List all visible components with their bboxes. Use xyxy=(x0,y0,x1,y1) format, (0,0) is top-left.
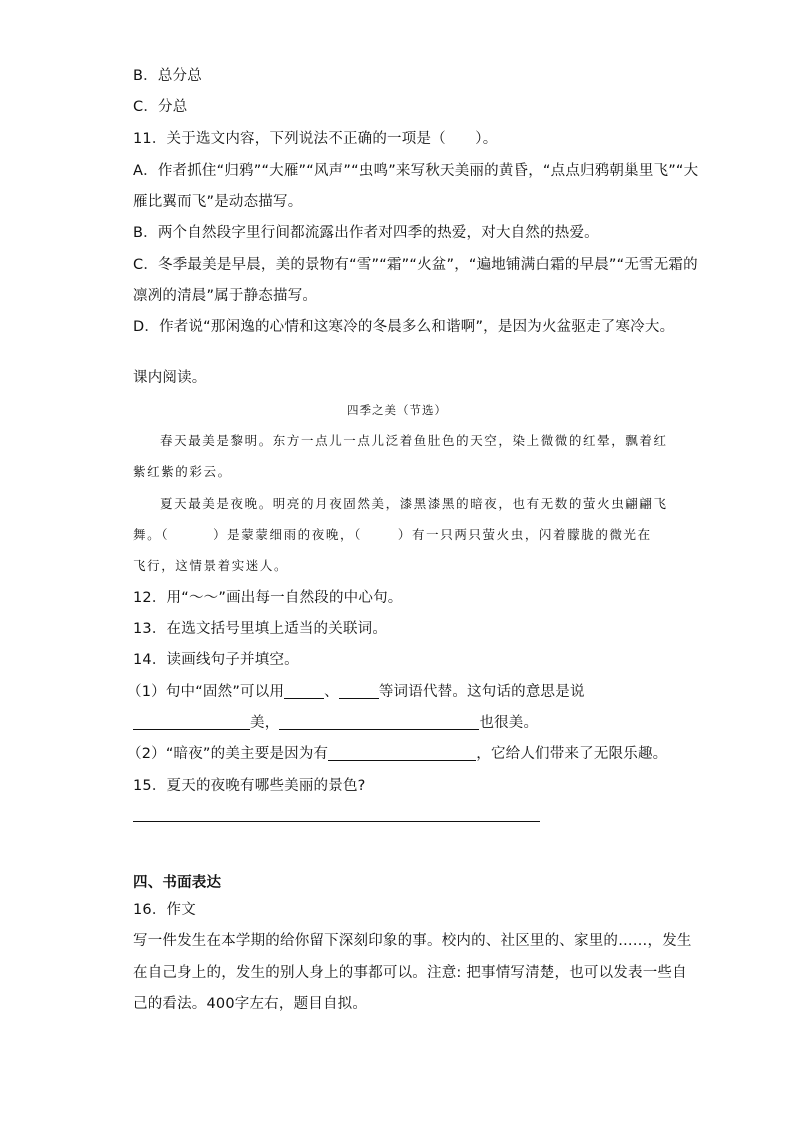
q16-prompt-line2: 在自己身上的，发生的别人身上的事都可以。注意: 把事情写清楚，也可以发表一些自 xyxy=(133,965,687,981)
q14-sub1-line2 xyxy=(133,713,538,733)
q16-prompt-line3: 己的看法。400字左右，题目自拟。 xyxy=(133,996,368,1012)
q14-sub1-text-b: 、 xyxy=(324,684,339,700)
blank-meaning-1[interactable] xyxy=(133,714,250,730)
passage-p1-line2: 紫红紫的彩云。 xyxy=(133,464,232,479)
q16: 16．作文 xyxy=(133,902,196,918)
q13: 13．在选文括号里填上适当的关联词。 xyxy=(133,621,388,637)
q16-prompt-line1: 写一件发生在本学期的给你留下深刻印象的事。校内的、社区里的、家里的……，发生 xyxy=(133,933,692,949)
q14-sub2-line xyxy=(127,744,667,764)
q14-sub2-text-b: ，它给人们带来了无限乐趣。 xyxy=(476,746,668,762)
q11-stem: 11．关于选文内容，下列说法不正确的一项是（ ）。 xyxy=(133,131,498,147)
q15-answer-line[interactable] xyxy=(133,821,540,822)
section4-heading: 四、书面表达 xyxy=(133,875,222,891)
q14-sub1-text-c: 等词语代替。这句话的意思是说 xyxy=(378,684,585,700)
passage-p1-line1: 春天最美是黎明。东方一点儿一点儿泛着鱼肚色的天空，染上微微的红晕，飘着红 xyxy=(160,433,668,448)
q11-option-d: D．作者说“那闲逸的心情和这寒冷的冬晨多么和谐啊”，是因为火盆驱走了寒冷大。 xyxy=(133,319,675,335)
passage-p2-line1: 夏天最美是夜晚。明亮的月夜固然美，漆黑漆黑的暗夜，也有无数的萤火虫翩翩飞 xyxy=(160,496,668,511)
blank-dark-night-reason[interactable] xyxy=(328,745,476,761)
q14-stem: 14．读画线句子并填空。 xyxy=(133,652,299,668)
q14-sub2-text-a: （2）“暗夜”的美主要是因为有 xyxy=(127,746,329,762)
blank-synonym-1[interactable] xyxy=(284,683,324,699)
q11-option-c-line1: C．冬季最美是早晨，美的景物有“雪”“霜”“火盆”，“遍地铺满白霜的早晨”“无雪无霜的 xyxy=(133,257,698,273)
q14-sub1-text-e: 也很美。 xyxy=(479,715,539,731)
q10-option-c: C．分总 xyxy=(133,99,188,115)
q12: 12．用“～～”画出每一自然段的中心句。 xyxy=(133,590,403,606)
q15: 15．夏天的夜晚有哪些美丽的景色? xyxy=(133,778,366,794)
passage-p2-line2 xyxy=(133,525,652,545)
q14-sub1-line1 xyxy=(127,682,585,702)
reading-heading: 课内阅读。 xyxy=(133,370,207,386)
q14-sub1-text-d: 美， xyxy=(250,715,280,731)
q11-option-b: B．两个自然段字里行间都流露出作者对四季的热爱，对大自然的热爱。 xyxy=(133,225,599,241)
blank-synonym-2[interactable] xyxy=(339,683,379,699)
blank-meaning-2[interactable] xyxy=(279,714,479,730)
passage-title: 四季之美（节选） xyxy=(347,403,447,417)
passage-p2-line2-part2: ）是蒙蒙细雨的夜晚，（ xyxy=(213,527,362,542)
passage-p2-line3: 飞行，这情景着实迷人。 xyxy=(133,558,289,573)
q11-option-a-line2: 雁比翼而飞”是动态描写。 xyxy=(133,194,303,210)
q11-option-c-line2: 凛冽的清晨”属于静态描写。 xyxy=(133,288,318,304)
q14-sub1-text-a: （1）句中“固然”可以用 xyxy=(127,684,285,700)
passage-p2-line2-part1: 舞。（ xyxy=(133,527,170,542)
q10-option-b: B．总分总 xyxy=(133,68,202,84)
q11-option-a-line1: A．作者抓住“归鸦”“大雁”“风声”“虫鸣”来写秋天美丽的黄昏，“点点归鸦朝巢里飞”“大 xyxy=(133,163,699,179)
passage-p2-line2-part3: ）有一只两只萤火虫，闪着朦胧的微光在 xyxy=(397,527,652,542)
